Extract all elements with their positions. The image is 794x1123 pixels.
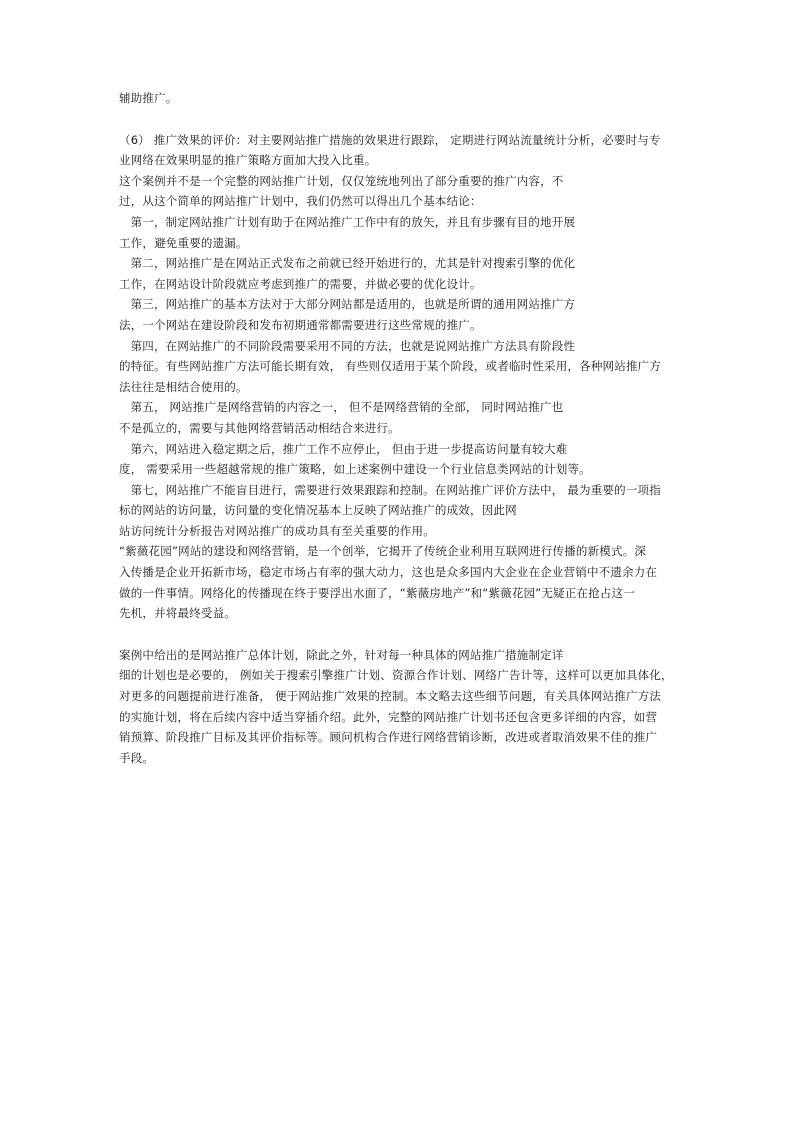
blank-line (119, 624, 689, 645)
text-line: 案例中给出的是网站推广总体计划，除此之外，针对每一种具体的网站推广措施制定详 (119, 647, 564, 662)
text-line: 手段。 (119, 750, 155, 765)
text-line: 第三，网站推广的基本方法对于大部分网站都是适用的，也就是所谓的通用网站推广方 (119, 297, 576, 312)
text-line: 第五， 网站推广是网络营销的内容之一， 但不是网络营销的全部， 同时网站推广也 (119, 400, 564, 415)
blank-line (119, 109, 689, 130)
text-line: 做的一件事情。网络化的传播现在终于要浮出水面了，“紫薇房地产”和“紫薇花园”无疑正在抢占这一 (119, 585, 636, 600)
text-line: 第七，网站推广不能盲目进行，需要进行效果跟踪和控制。在网站推广评价方法中， 最为重要的一项指 (119, 482, 661, 497)
text-line: 法，一个网站在建设阶段和发布初期通常都需要进行这些常规的推广。 (119, 317, 482, 332)
text-line: 工作，在网站设计阶段就应考虑到推广的需要，并做必要的优化设计。 (119, 276, 482, 291)
text-line: 入传播是企业开拓新市场，稳定市场占有率的强大动力，这也是众多国内大企业在企业营销中不遗余力在 (119, 565, 658, 580)
text-line: 法往往是相结合使用的。 (119, 379, 248, 394)
text-line: （6） 推广效果的评价：对主要网站推广措施的效果进行跟踪， 定期进行网站流量统计分析，必要时与专 (119, 132, 661, 147)
text-line: 第二，网站推广是在网站正式发布之前就已经开始进行的，尤其是针对搜索引擎的优化 (119, 256, 576, 271)
text-line: 的实施计划，将在后续内容中适当穿插介绍。此外，完整的网站推广计划书还包含更多详细的内容，如营 (119, 709, 658, 724)
text-line: 工作，避免重要的遗漏。 (119, 235, 248, 250)
text-line: 的特征。有些网站推广方法可能长期有效， 有些则仅适用于某个阶段，或者临时性采用，各种网站推广方 (119, 359, 662, 374)
text-line: 第六，网站进入稳定期之后，推广工作不应停止， 但由于进一步提高访问量有较大难 (119, 441, 568, 456)
text-line: “紫薇花园”网站的建设和网络营销，是一个创举，它揭开了传统企业利用互联网进行传播的新模式。深 (119, 544, 647, 559)
text-line: 度， 需要采用一些超越常规的推广策略，如上述案例中建设一个行业信息类网站的计划等。 (119, 462, 591, 477)
text-line: 销预算、阶段推广目标及其评价指标等。顾问机构合作进行网络营销诊断，改进或者取消效果不佳的推广 (119, 730, 658, 745)
text-line: 这个案例并不是一个完整的网站推广计划，仅仅笼统地列出了部分重要的推广内容，不 (119, 173, 564, 188)
text-line: 对更多的问题提前进行准备， 便于网站推广效果的控制。本文略去这些细节问题，有关具体网站推广方法 (119, 689, 662, 704)
text-line: 过，从这个简单的网站推广计划中，我们仍然可以得出几个基本结论： (119, 194, 482, 209)
document-body (119, 88, 689, 768)
text-line: 站访问统计分析报告对网站推广的成功具有至关重要的作用。 (119, 523, 435, 538)
text-line: 细的计划也是必要的， 例如关于搜索引擎推广计划、资源合作计划、网络广告计等，这样可以更加具体化， (119, 668, 673, 683)
text-line: 业网络在效果明显的推广策略方面加大投入比重。 (119, 153, 377, 168)
text-line: 标的网站的访问量，访问量的变化情况基本上反映了网站推广的成效，因此网 (119, 503, 517, 518)
text-line: 辅助推广。 (119, 91, 178, 105)
text-line: 第四，在网站推广的不同阶段需要采用不同的方法，也就是说网站推广方法具有阶段性 (119, 338, 576, 353)
text-line: 先机，并将最终受益。 (119, 606, 236, 621)
text-line: 不是孤立的，需要与其他网络营销活动相结合来进行。 (119, 420, 400, 435)
text-line: 第一，制定网站推广计划有助于在网站推广工作中有的放矢，并且有步骤有目的地开展 (119, 214, 576, 229)
